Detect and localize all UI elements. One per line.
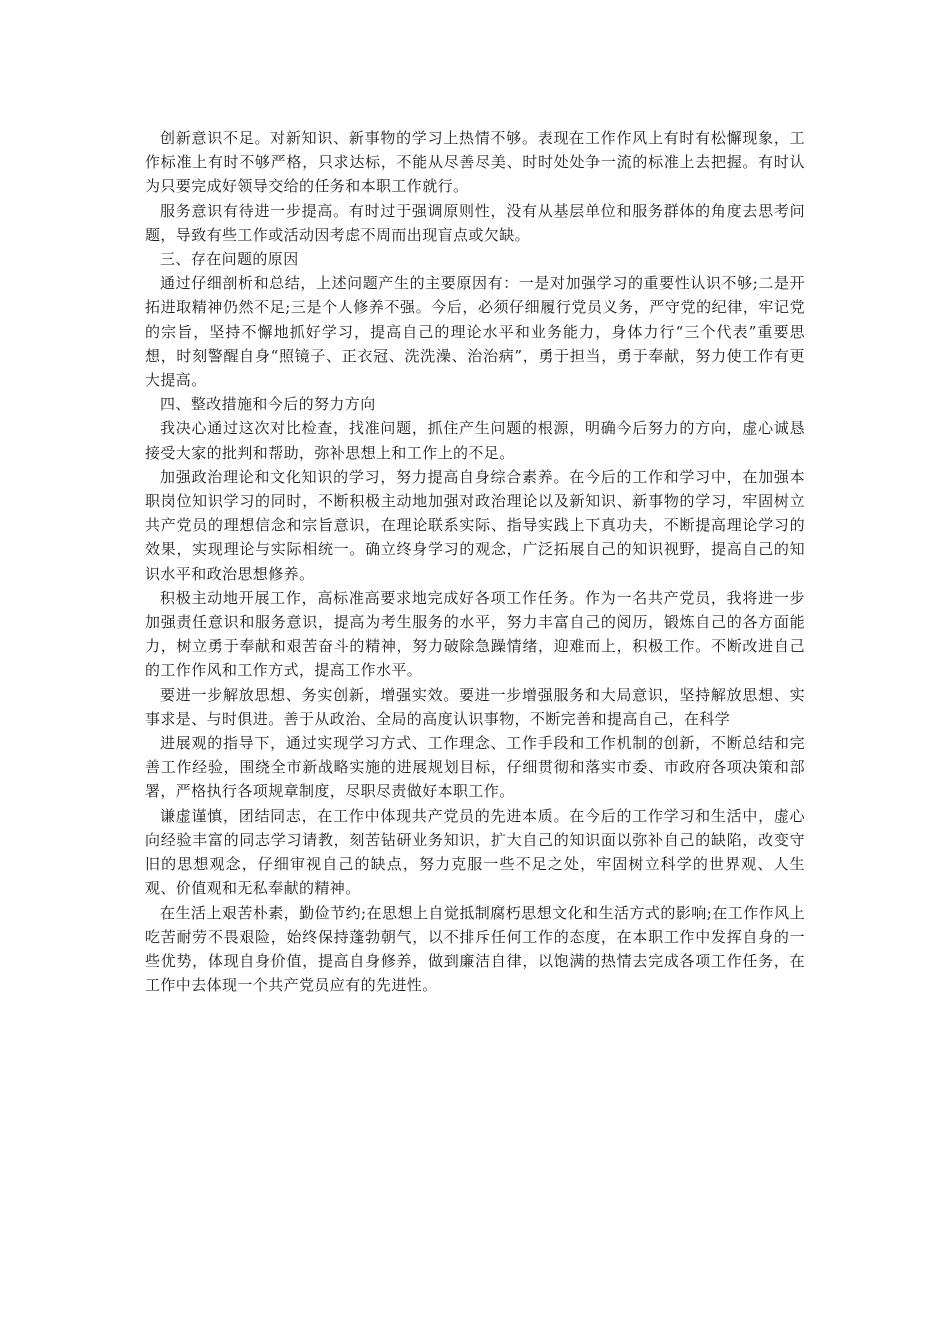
paragraph-development-guidance: 进展观的指导下，通过实现学习方式、工作理念、工作手段和工作机制的创新，不断总结和完善工作经验，围绕全市新战略实施的进展规划目标，仔细贯彻和落实市委、市政府各项决策和部署，严格执行各项规章制度，尽职尽责做好本职工作。 bbox=[145, 734, 805, 801]
paragraph-causes-analysis: 通过仔细剖析和总结，上述问题产生的主要原因有：一是对加强学习的重要性认识不够;二是开拓进取精神仍然不足;三是个人修养不强。今后，必须仔细履行党员义务，严守党的纪律，牢记党的宗旨，坚持不懈地抓好学习，提高自己的理论水平和业务能力，身体力行“三个代表”重要思想，时刻警醒自身“照镜子、正衣冠、洗洗澡、治治病”，勇于担当，勇于奉献，努力使工作有更大提高。 bbox=[145, 274, 805, 390]
paragraph-proactive-work: 积极主动地开展工作，高标准高要求地完成好各项工作任务。作为一名共产党员，我将进一步加强责任意识和服务意识，提高为考生服务的水平，努力丰富自己的阅历，锻炼自己的各方面能力，树立勇于奉献和艰苦奋斗的精神，努力破除急躁情绪，迎难而上，积极工作。不断改进自己的工作作风和工作方式，提高工作水平。 bbox=[145, 588, 805, 680]
section-heading-causes: 三、存在问题的原因 bbox=[160, 250, 299, 269]
paragraph-innovation-awareness: 创新意识不足。对新知识、新事物的学习上热情不够。表现在工作作风上有时有松懈现象，工作标准上有时不够严格，只求达标，不能从尽善尽美、时时处处争一流的标准上去把握。有时认为只要完成好领导交给的任务和本职工作就行。 bbox=[145, 129, 805, 196]
document-body bbox=[145, 126, 805, 997]
paragraph-modesty-unity: 谦虚谨慎，团结同志，在工作中体现共产党员的先进本质。在今后的工作学习和生活中，虚心向经验丰富的同志学习请教，刻苦钻研业务知识，扩大自己的知识面以弥补自己的缺陷，改变守旧的思想观念，仔细审视自己的缺点，努力克服一些不足之处，牢固树立科学的世界观、人生观、价值观和无私奉献的精神。 bbox=[145, 806, 805, 898]
paragraph-service-awareness: 服务意识有待进一步提高。有时过于强调原则性，没有从基层单位和服务群体的角度去思考问题，导致有些工作或活动因考虑不周而出现盲点或欠缺。 bbox=[145, 201, 805, 244]
paragraph-frugal-life: 在生活上艰苦朴素，勤俭节约;在思想上自觉抵制腐朽思想文化和生活方式的影响;在工作作风上吃苦耐劳不畏艰险，始终保持蓬勃朝气，以不排斥任何工作的态度，在本职工作中发挥自身的一些优势，体现自身价值，提高自身修养，做到廉洁自律，以饱满的热情去完成各项工作任务，在工作中去体现一个共产党员应有的先进性。 bbox=[145, 903, 805, 995]
paragraph-resolution: 我决心通过这次对比检查，找准问题，抓住产生问题的根源，明确今后努力的方向，虚心诚恳接受大家的批判和帮助，弥补思想上和工作上的不足。 bbox=[145, 419, 805, 462]
paragraph-political-study: 加强政治理论和文化知识的学习，努力提高自身综合素养。在今后的工作和学习中，在加强本职岗位知识学习的同时，不断积极主动地加强对政治理论以及新知识、新事物的学习，牢固树立共产党员的理想信念和宗旨意识，在理论联系实际、指导实践上下真功夫，不断提高理论学习的效果，实现理论与实际相统一。确立终身学习的观念，广泛拓展自己的知识视野，提高自己的知识水平和政治思想修养。 bbox=[145, 467, 805, 583]
paragraph-emancipate-thinking: 要进一步解放思想、务实创新，增强实效。要进一步增强服务和大局意识，坚持解放思想、实事求是、与时俱进。善于从政治、全局的高度认识事物，不断完善和提高自己，在科学 bbox=[145, 685, 805, 728]
section-heading-rectification: 四、整改措施和今后的努力方向 bbox=[160, 395, 376, 414]
